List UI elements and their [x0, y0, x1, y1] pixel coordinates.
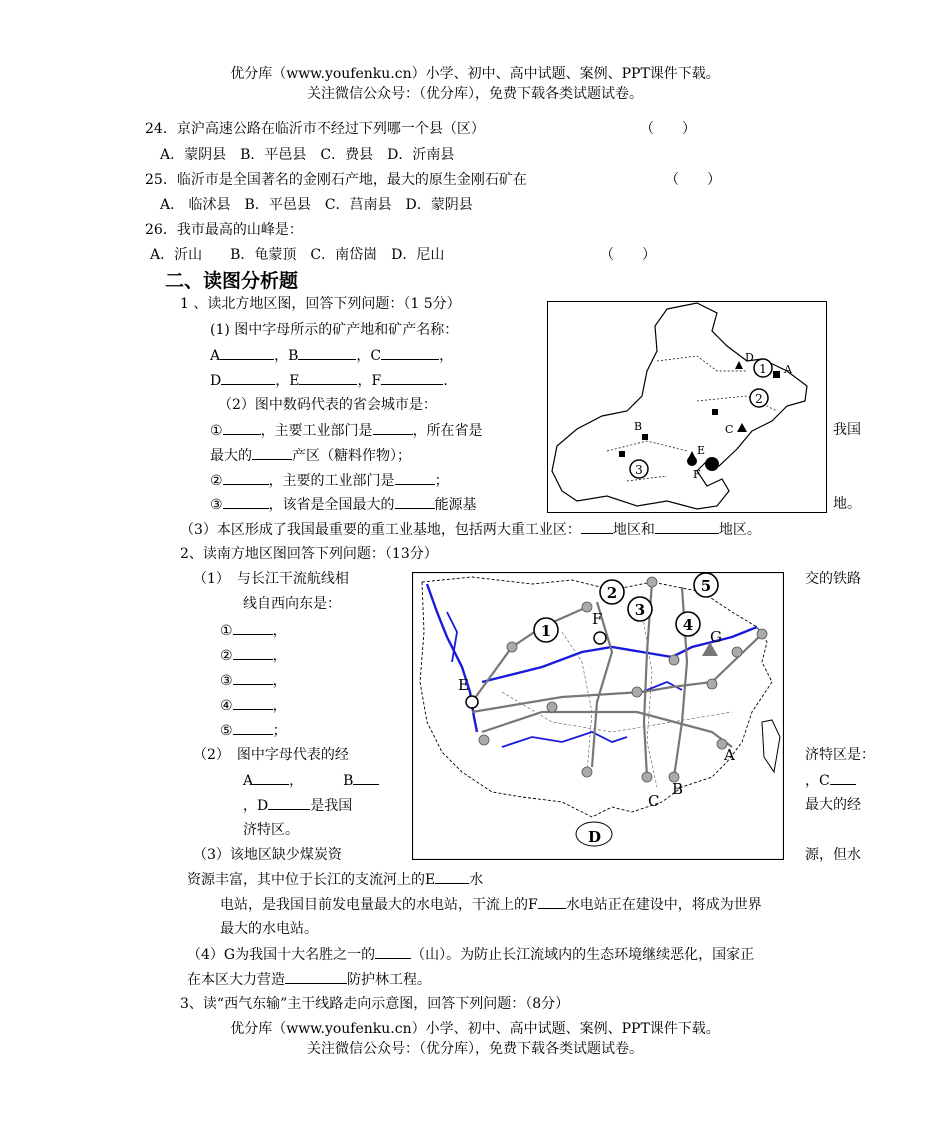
south-map-label-B: B	[672, 780, 684, 798]
p2-rail-3: ③ ，	[220, 670, 287, 691]
header-line-2: 关注微信公众号：（优分库），免费下载各类试题试卷。	[307, 86, 643, 102]
north-map-label-2: 2	[755, 392, 763, 406]
p2-s1-line1: （1） 与长江干流航线相	[193, 571, 349, 587]
p1-row-1: ① ，主要工业部门是 ，所在省是	[210, 420, 483, 441]
p2-s3-line1-tail: 源，但水	[805, 847, 861, 863]
p1-row-2: 最大的 产区（糖料作物）；	[210, 445, 411, 466]
south-map-label-A: A	[724, 746, 735, 764]
south-map-label-5: 5	[700, 577, 712, 595]
p2-s2-line3: ，D 是我国	[243, 795, 352, 816]
p1-row-4-tail: 地。	[833, 496, 861, 512]
p2-s1-line1-tail: 交的铁路	[805, 571, 861, 587]
footer-line-2: 关注微信公众号：（优分库），免费下载各类试题试卷。	[307, 1041, 643, 1057]
south-map-label-3: 3	[634, 601, 646, 619]
north-map-label-A: A	[784, 363, 792, 376]
mine-half-circle-icon	[705, 457, 719, 471]
q24-answer-paren: （ ）	[640, 121, 696, 137]
south-map-label-4: 4	[682, 616, 694, 634]
north-map-label-3: 3	[635, 463, 643, 477]
q25-options: A． 临沭县 B．平邑县 C．莒南县 D．蒙阴县	[160, 197, 473, 213]
q25-stem: 25．临沂市是全国著名的金刚石产地，最大的原生金刚石矿在	[145, 172, 527, 188]
north-map-label-B: B	[634, 420, 643, 433]
p2-s2-line1: （2） 图中字母代表的经	[193, 747, 349, 763]
footer-line-1: 优分库（www.youfenku.cn）小学、初中、高中试题、案例、PPT课件下载。	[230, 1021, 720, 1037]
p2-s2-line2-tail: ，C	[805, 770, 856, 791]
north-map-label-C: C	[725, 423, 734, 436]
mine-square-icon	[619, 451, 625, 457]
p2-s2-line1-tail: 济特区是：	[805, 747, 875, 763]
south-map-label-D: D	[588, 828, 602, 846]
mine-dot-icon	[687, 456, 697, 466]
p2-rail-4: ④ ，	[220, 695, 287, 716]
south-region-map	[412, 572, 784, 860]
p2-s2-line3-tail: 最大的经	[805, 797, 861, 813]
p2-s4-line1: （4）G为我国十大名胜之一的 （山）。为防止长江流域内的生态环境继续恶化，国家正	[187, 944, 754, 965]
p2-s1-line2: 线自西向东是：	[243, 596, 341, 612]
mine-square-icon	[773, 371, 780, 378]
south-map-label-G: G	[710, 628, 722, 646]
power-station-icon	[594, 632, 606, 644]
p1-sub1: (1) 图中字母所示的矿产地和矿产名称：	[210, 322, 459, 338]
p1-sub3: （3）本区形成了我国最重要的重工业基地，包括两大重工业区： 地区和 地区。	[180, 519, 761, 540]
p2-rail-1: ① ，	[220, 620, 287, 641]
q24-stem: 24．京沪高速公路在临沂市不经过下列哪一个县（区）	[145, 121, 485, 137]
q25-answer-paren: （ ）	[665, 172, 721, 188]
south-map-label-1: 1	[540, 622, 552, 640]
p2-intro: 2、读南方地区图回答下列问题：（13分）	[180, 546, 438, 562]
p1-row-abc: A ，B ，C ，	[210, 345, 453, 366]
mine-square-icon	[642, 434, 648, 440]
south-map-label-2: 2	[606, 584, 618, 602]
q26-stem: 26．我市最高的山峰是：	[145, 222, 303, 238]
p2-rail-2: ② ，	[220, 645, 287, 666]
q26-answer-paren: （ ）	[600, 247, 656, 263]
north-map-label-E: E	[697, 444, 706, 457]
p1-row-def: D ，E ，F .	[210, 370, 448, 391]
p2-s3-line1: （3）该地区缺少煤炭资	[193, 847, 342, 863]
p2-rail-5: ⑤ ；	[220, 720, 287, 741]
mine-square-icon	[712, 409, 718, 415]
p1-row-1-tail: 我国	[833, 422, 861, 438]
north-region-map	[547, 301, 827, 513]
p2-s2-line2: A ， B	[243, 770, 379, 791]
south-map-label-E: E	[458, 676, 469, 694]
p1-row-4: ③ ，该省是全国最大的 能源基	[210, 494, 477, 515]
north-map-label-D: D	[745, 351, 754, 364]
south-map-label-C: C	[648, 792, 660, 810]
power-station-icon	[466, 696, 478, 708]
header-line-1: 优分库（www.youfenku.cn）小学、初中、高中试题、案例、PPT课件下载。	[230, 66, 720, 82]
p3-intro: 3、读“西气东输”主干线路走向示意图，回答下列问题：（8分）	[180, 996, 570, 1012]
p1-row-3: ② ，主要的工业部门是 ；	[210, 470, 449, 491]
p2-s3-line2: 资源丰富，其中位于长江的支流河上的E 水	[187, 869, 483, 890]
north-map-label-1: 1	[759, 362, 767, 376]
p2-s2-line4: 济特区。	[243, 822, 299, 838]
south-map-label-F: F	[592, 610, 603, 628]
q26-options: A．沂山 B．龟蒙顶 C．南岱崮 D．尼山	[150, 247, 445, 263]
p1-intro: 1 、读北方地区图，回答下列问题：（1 5分）	[180, 296, 461, 312]
north-map-label-F: F	[693, 468, 701, 481]
p2-s4-line2: 在本区大力营造 防护林工程。	[187, 969, 431, 990]
p2-s3-line3: 电站，是我国目前发电量最大的水电站，干流上的F 水电站正在建设中，将成为世界	[220, 894, 762, 915]
section-title: 二、读图分析题	[165, 270, 299, 292]
p1-sub2: （2）图中数码代表的省会城市是：	[218, 397, 437, 413]
p2-s3-line4: 最大的水电站。	[220, 921, 318, 937]
q24-options: A．蒙阴县 B．平邑县 C．费县 D．沂南县	[160, 147, 455, 163]
